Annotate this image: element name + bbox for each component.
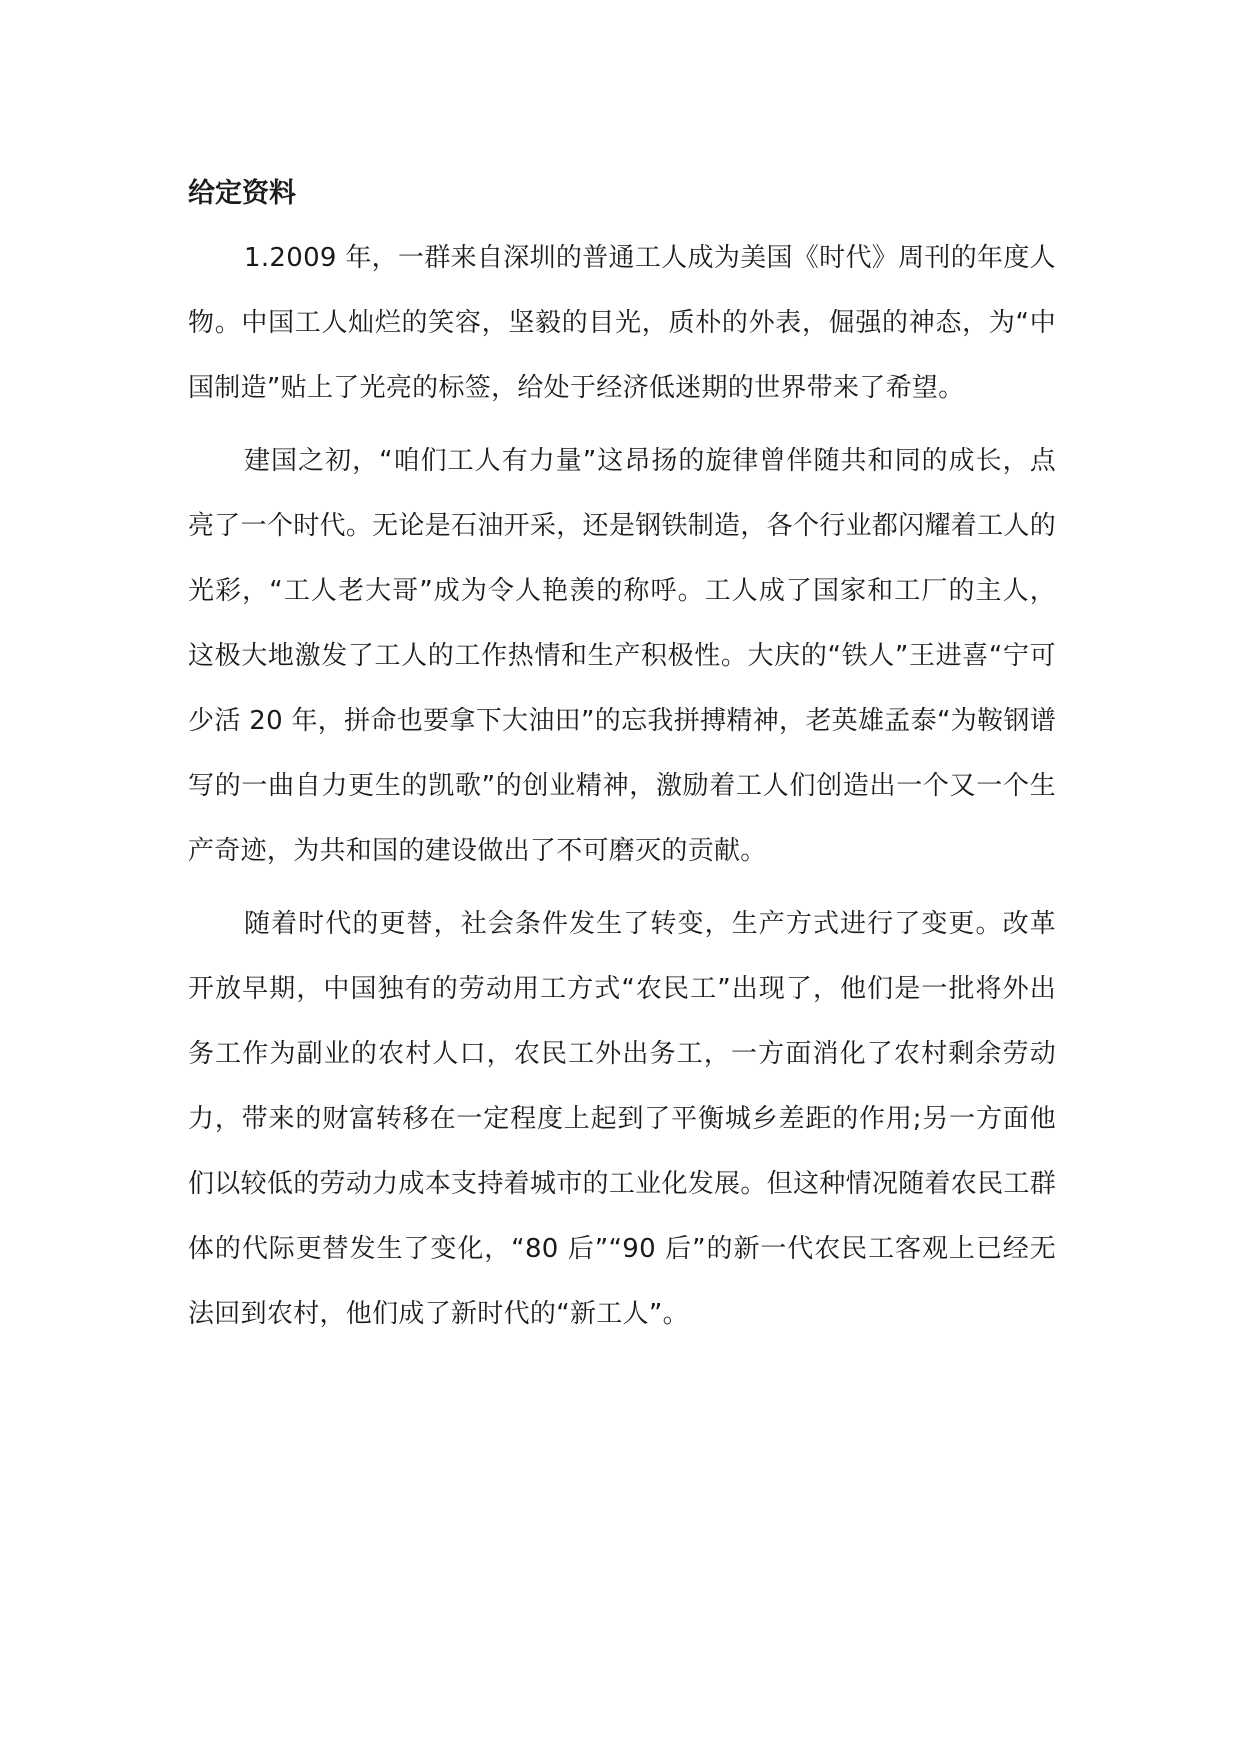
paragraph-1: 1.2009 年，一群来自深圳的普通工人成为美国《时代》周刊的年度人物。中国工人灿烂的笑容，坚毅的目光，质朴的外表，倔强的神态，为“中国制造”贴上了光亮的标签，给处于经济低迷期的世界带来了希望。: [188, 243, 1056, 403]
document-page: [188, 172, 1056, 1355]
document-heading: 给定资料: [188, 178, 296, 209]
paragraph-3: 随着时代的更替，社会条件发生了转变，生产方式进行了变更。改革开放早期，中国独有的劳动用工方式“农民工”出现了，他们是一批将外出务工作为副业的农村人口，农民工外出务工，一方面消化了农村剩余劳动力，带来的财富转移在一定程度上起到了平衡城乡差距的作用;另一方面他们以较低的劳动力成本支持着城市的工业化发展。但这种情况随着农民工群体的代际更替发生了变化，“80 后”“90 后”的新一代农民工客观上已经无法回到农村，他们成了新时代的“新工人”。: [188, 909, 1056, 1329]
paragraph-2: 建国之初，“咱们工人有力量”这昂扬的旋律曾伴随共和同的成长，点亮了一个时代。无论是石油开采，还是钢铁制造，各个行业都闪耀着工人的光彩，“工人老大哥”成为令人艳羡的称呼。工人成了国家和工厂的主人，这极大地激发了工人的工作热情和生产积极性。大庆的“铁人”王进喜“宁可少活 20 年，拼命也要拿下大油田”的忘我拼搏精神，老英雄孟泰“为鞍钢谱写的一曲自力更生的凯歌”的创业精神，激励着工人们创造出一个又一个生产奇迹，为共和国的建设做出了不可磨灭的贡献。: [188, 446, 1056, 866]
